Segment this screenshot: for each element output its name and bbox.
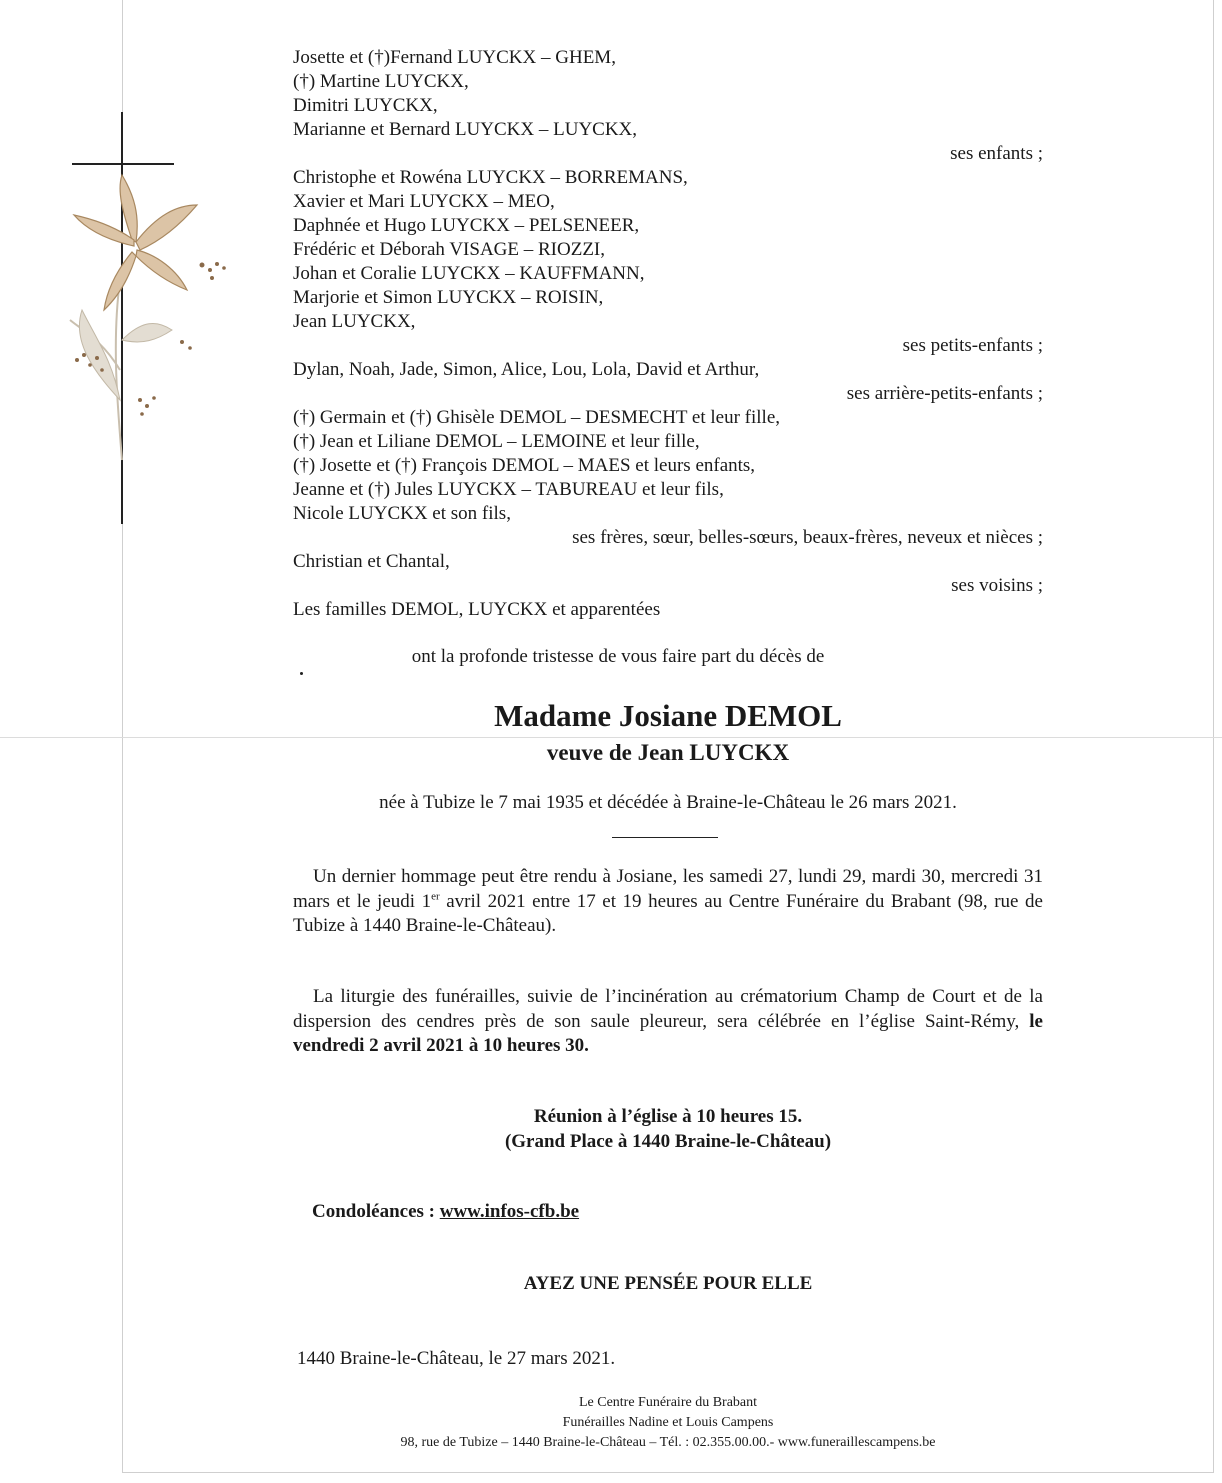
neighbors-label: ses voisins ;: [951, 575, 1043, 596]
meeting-line2: (Grand Place à 1440 Braine-le-Château): [504, 1131, 832, 1152]
children-line: Josette et (†)Fernand LUYCKX – GHEM,: [293, 47, 616, 68]
grandchildren-line: Frédéric et Déborah VISAGE – RIOZZI,: [293, 239, 606, 260]
condolences-label: Condoléances :: [312, 1201, 440, 1222]
condolences-link[interactable]: www.infos-cfb.be: [439, 1201, 580, 1222]
footer-line2: Funérailles Nadine et Louis Campens: [562, 1415, 774, 1430]
widow-of: veuve de Jean LUYCKX: [546, 740, 790, 765]
children-line: Dimitri LUYCKX,: [293, 95, 438, 116]
homage-sup: er: [431, 890, 440, 903]
footer: [293, 1393, 1043, 1453]
homage-part1: Un dernier hommage peut être rendu à Josiane, les samedi 27, lundi 29, mardi 30, mercredi 31 mars et le jeudi 1: [293, 866, 1043, 912]
children-label: ses enfants ;: [950, 143, 1043, 164]
grandchildren-label: ses petits-enfants ;: [902, 335, 1043, 356]
pensee-heading: AYEZ UNE PENSÉE POUR ELLE: [523, 1273, 813, 1294]
grandchildren-line: Marjorie et Simon LUYCKX – ROISIN,: [293, 287, 604, 308]
liturgy-date: le vendredi 2 avril 2021 à 10 heures 30.: [293, 1010, 1043, 1056]
great-grandchildren-line: Dylan, Noah, Jade, Simon, Alice, Lou, Lola, David et Arthur,: [293, 359, 760, 380]
deceased-name: Madame Josiane DEMOL: [494, 698, 842, 733]
separator-line: [612, 837, 718, 838]
place-date: 1440 Braine-le-Château, le 27 mars 2021.: [297, 1348, 616, 1369]
cross-horizontal-bar: [72, 163, 174, 165]
announcement: ont la profonde tristesse de vous faire part du décès de: [411, 646, 825, 667]
sibling-line: (†) Josette et (†) François DEMOL – MAES et leurs enfants,: [293, 455, 756, 476]
sibling-line: Jeanne et (†) Jules LUYCKX – TABUREAU et leur fils,: [293, 479, 724, 500]
meeting-line1: Réunion à l’église à 10 heures 15.: [533, 1106, 803, 1127]
meeting-info: [293, 1104, 1043, 1154]
grandchildren-line: Jean LUYCKX,: [293, 311, 416, 332]
sibling-line: (†) Jean et Liliane DEMOL – LEMOINE et leur fille,: [293, 431, 700, 452]
lily-flower-icon: [62, 170, 237, 465]
footer-line1: Le Centre Funéraire du Brabant: [578, 1395, 758, 1410]
children-line: Marianne et Bernard LUYCKX – LUYCKX,: [293, 119, 638, 140]
siblings-label: ses frères, sœur, belles-sœurs, beaux-frères, neveux et nièces ;: [572, 527, 1043, 548]
great-grandchildren-label: ses arrière-petits-enfants ;: [846, 383, 1043, 404]
sibling-line: Nicole LUYCKX et son fils,: [293, 503, 511, 524]
family-list: [293, 46, 1043, 622]
condolences: [312, 1201, 579, 1223]
grandchildren-line: Xavier et Mari LUYCKX – MEO,: [293, 191, 555, 212]
sibling-line: (†) Germain et (†) Ghisèle DEMOL – DESMECHT et leur fille,: [293, 407, 781, 428]
liturgy-paragraph: [293, 985, 1043, 1059]
grandchildren-line: Daphnée et Hugo LUYCKX – PELSENEER,: [293, 215, 640, 236]
birth-death-dates: née à Tubize le 7 mai 1935 et décédée à Braine-le-Château le 26 mars 2021.: [379, 792, 957, 813]
families-line: Les familles DEMOL, LUYCKX et apparentées: [293, 599, 661, 620]
footer-line3: 98, rue de Tubize – 1440 Braine-le-Château – Tél. : 02.355.00.00.- www.funeraillescampens.be: [400, 1435, 936, 1450]
grandchildren-line: Johan et Coralie LUYCKX – KAUFFMANN,: [293, 263, 645, 284]
grandchildren-line: Christophe et Rowéna LUYCKX – BORREMANS,: [293, 167, 688, 188]
homage-part2: avril 2021 entre 17 et 19 heures au Centre Funéraire du Brabant (98, rue de Tubize à 1440 Braine-le-Château).: [293, 890, 1043, 936]
homage-paragraph: [293, 865, 1043, 939]
children-line: (†) Martine LUYCKX,: [293, 71, 469, 92]
stray-dot: [300, 672, 303, 675]
liturgy-text: La liturgie des funérailles, suivie de l’incinération au crématorium Champ de Court et de la dispersion des cendres près de son saule pleureur, sera célébrée en l’église Saint-Rémy,: [293, 986, 1043, 1032]
neighbors-line: Christian et Chantal,: [293, 551, 450, 572]
